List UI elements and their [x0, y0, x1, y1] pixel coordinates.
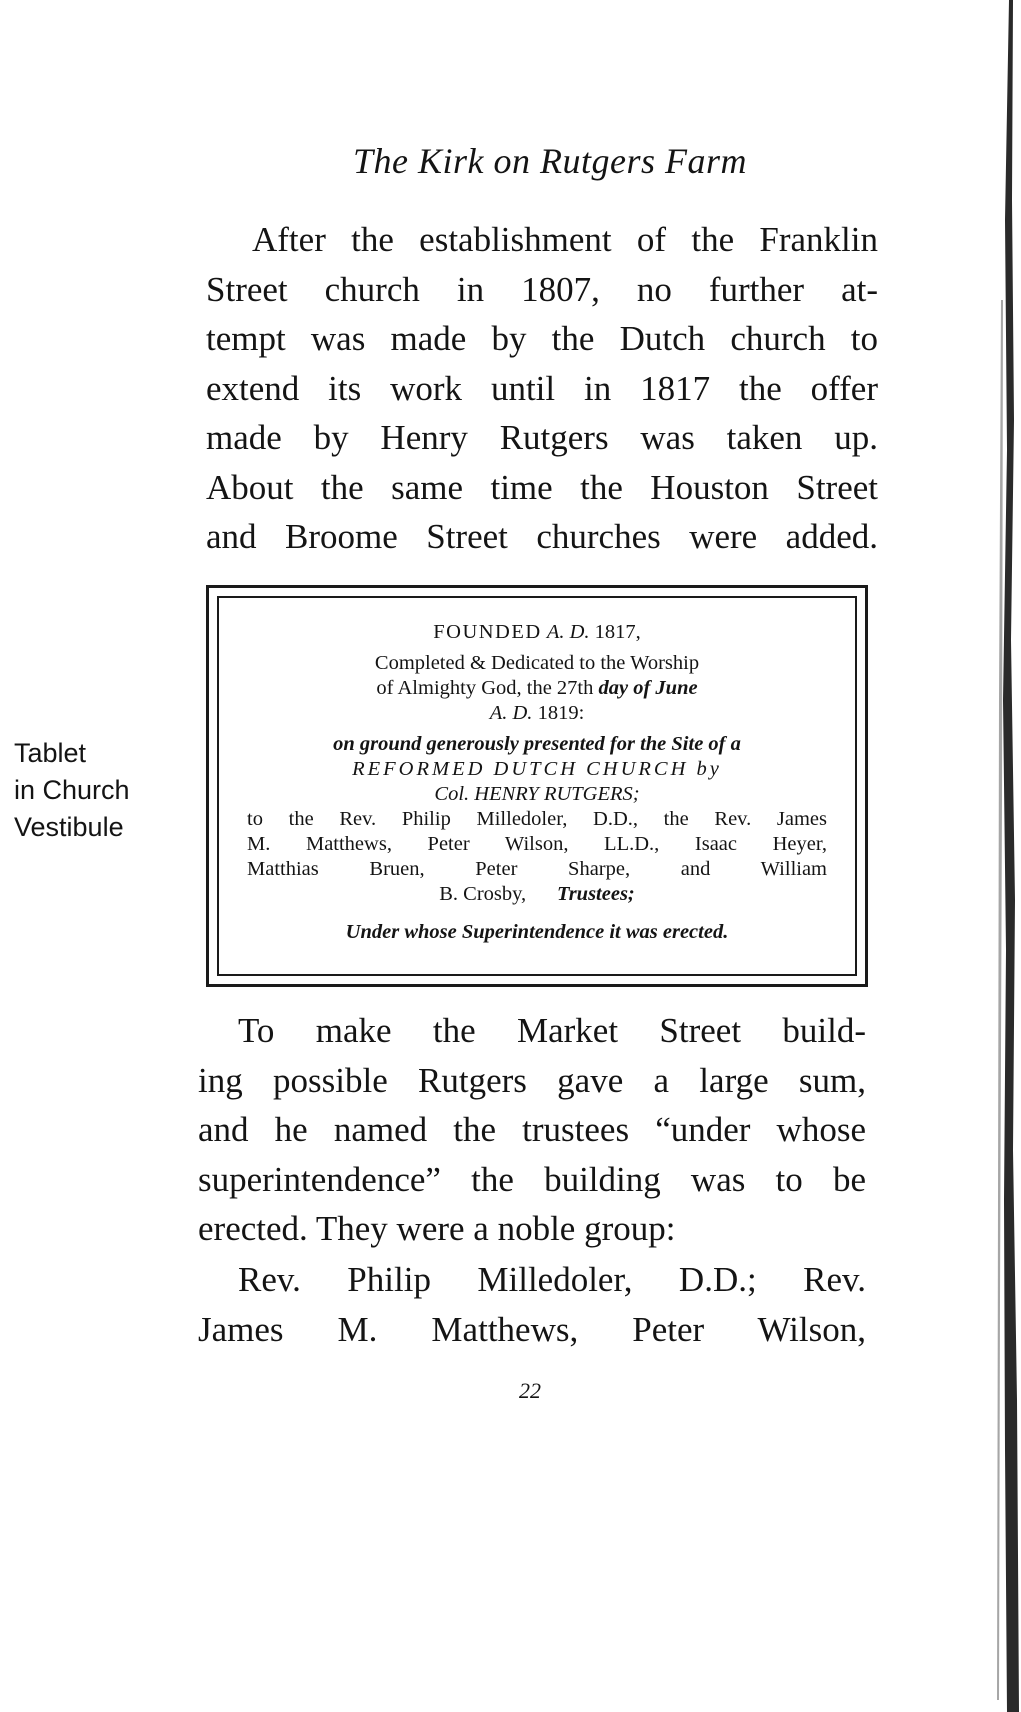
text-line: and Broome Street churches were added.: [206, 517, 878, 556]
text-line: made by Henry Rutgers was taken up.: [206, 418, 878, 457]
crosby-name: B. Crosby,: [439, 883, 527, 905]
tablet-trustees-line: M. Matthews, Peter Wilson, LL.D., Isaac Heyer,: [247, 833, 827, 855]
tablet-ad-line: [219, 701, 855, 726]
page-binding-edge: [987, 0, 1021, 1712]
tablet-crosby-line: [219, 882, 855, 907]
text-line: superintendence” the building was to be: [198, 1159, 866, 1199]
tablet-colonel-line: Col. HENRY RUTGERS;: [434, 783, 640, 805]
tablet-almighty-line: [219, 676, 855, 701]
tablet-trustees-line: to the Rev. Philip Milledoler, D.D., the Rev. James: [247, 808, 827, 830]
tablet-church-line: REFORMED DUTCH CHURCH by: [352, 758, 722, 780]
margin-caption: [14, 735, 184, 846]
text-line: erected. They were a noble group:: [198, 1209, 676, 1248]
caption-line: Tablet: [14, 738, 87, 768]
tablet-inscription: [217, 596, 857, 976]
text-line: tempt was made by the Dutch church to: [206, 319, 878, 358]
founded-year: 1817,: [594, 621, 641, 643]
tablet-trustees-line: Matthias Bruen, Peter Sharpe, and William: [247, 858, 827, 880]
text-line: ing possible Rutgers gave a large sum,: [198, 1060, 866, 1100]
text-line: After the establishment of the Franklin: [252, 220, 878, 259]
text-line: About the same time the Houston Street: [206, 467, 878, 507]
text-line: To make the Market Street build-: [238, 1011, 866, 1050]
caption-line: in Church: [14, 775, 130, 805]
founded-ad: A. D.: [546, 621, 590, 643]
tablet-inscription-frame: [206, 585, 868, 987]
tablet-completed-line: Completed & Dedicated to the Worship: [374, 652, 700, 674]
caption-line: Vestibule: [14, 812, 124, 842]
text-line: James M. Matthews, Peter Wilson,: [198, 1309, 866, 1349]
trustees-label: Trustees;: [556, 883, 635, 905]
text-line: extend its work until in 1817 the offer: [206, 368, 878, 408]
ad-year: 1819:: [537, 702, 585, 724]
paragraph-market-street: [198, 1006, 866, 1254]
paragraph-establishment: [206, 215, 878, 562]
tablet-founded-line: [219, 620, 855, 645]
page-number: 22: [519, 1378, 541, 1403]
day-of-june: day of June: [598, 677, 698, 699]
text-line: Street church in 1807, no further at-: [206, 269, 878, 309]
almighty-text: of Almighty God, the 27th: [376, 677, 594, 699]
ad-label: A. D.: [489, 702, 533, 724]
running-head: The Kirk on Rutgers Farm: [353, 141, 747, 181]
tablet-closing-line: Under whose Superintendence it was erected.: [345, 921, 729, 943]
founded-label: FOUNDED: [433, 621, 542, 643]
text-line: Rev. Philip Milledoler, D.D.; Rev.: [238, 1260, 866, 1299]
paragraph-trustees: [198, 1255, 866, 1354]
tablet-ground-line: on ground generously presented for the Site of a: [333, 733, 741, 755]
text-line: and he named the trustees “under whose: [198, 1110, 866, 1149]
